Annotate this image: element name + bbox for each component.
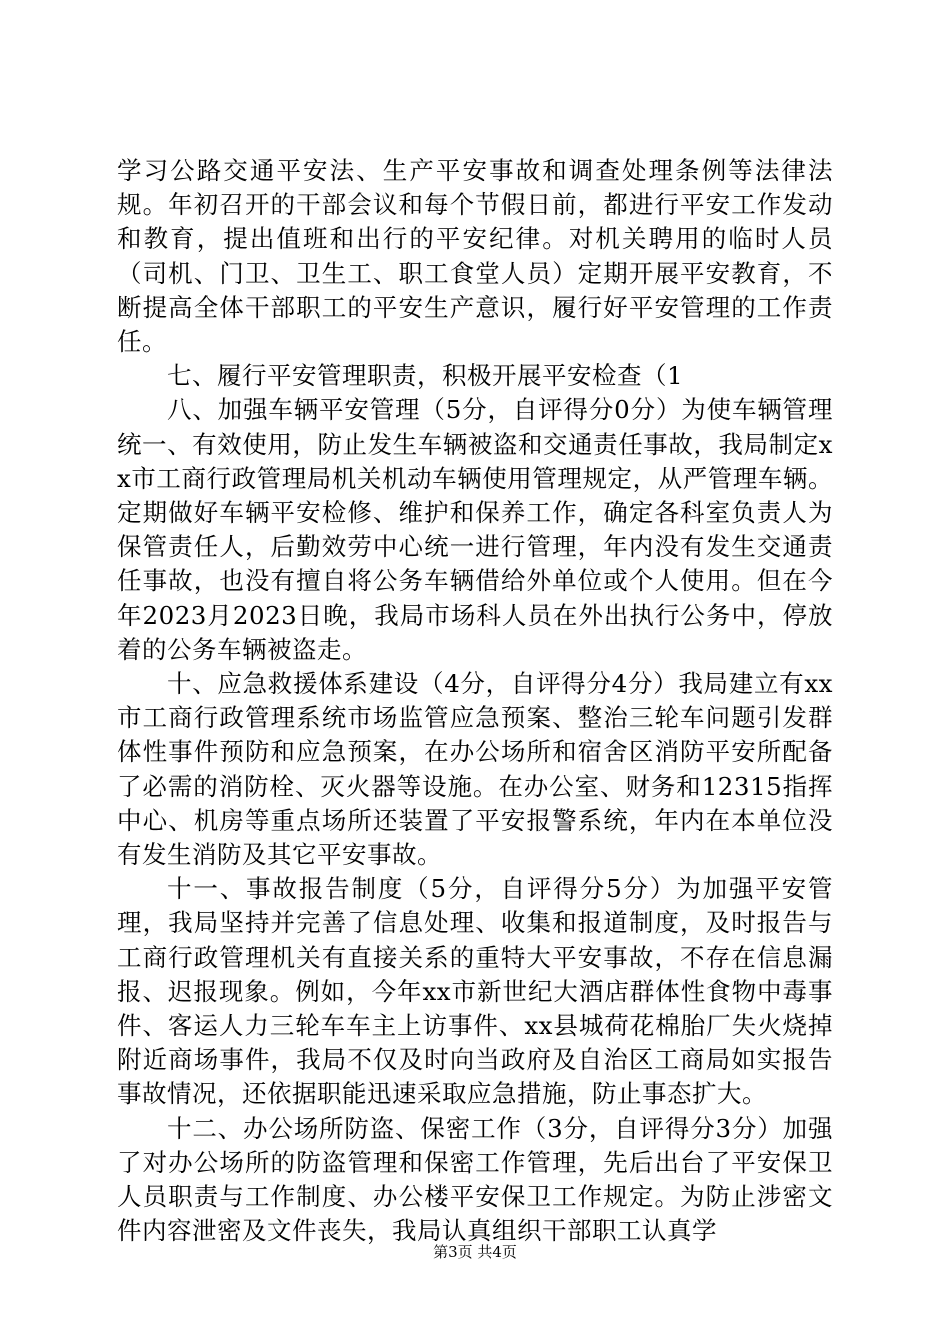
page-footer [0, 1242, 950, 1262]
paragraph-6: 十二、办公场所防盗、保密工作（3分，自评得分3分）加强了对办公场所的防盗管理和保密工作管理，先后出台了平安保卫人员职责与工作制度、办公楼平安保卫工作规定。为防止涉密文件内容泄密及文件丧失，我局认真组织干部职工认真学 [117, 1113, 833, 1246]
page-number-label: 第3页 共4页 [433, 1243, 517, 1261]
paragraph-5: 十一、事故报告制度（5分，自评得分5分）为加强平安管理，我局坚持并完善了信息处理、收集和报道制度，及时报告与工商行政管理机关有直接关系的重特大平安事故，不存在信息漏报、迟报现象。例如，今年xx市新世纪大酒店群体性食物中毒事件、客运人力三轮车车主上访事件、xx县城荷花棉胎厂失火烧掉附近商场事件，我局不仅及时向当政府及自治区工商局如实报告事故情况，还依据职能迅速采取应急措施，防止事态扩大。 [117, 874, 833, 1109]
paragraph-4: 十、应急救援体系建设（4分，自评得分4分）我局建立有xx市工商行政管理系统市场监管应急预案、整治三轮车问题引发群体性事件预防和应急预案，在办公场所和宿舍区消防平安所配备了必需的消防栓、灭火器等设施。在办公室、财务和12315指挥中心、机房等重点场所还装置了平安报警系统，年内在本单位没有发生消防及其它平安事故。 [117, 669, 833, 870]
paragraph-1: 学习公路交通平安法、生产平安事故和调查处理条例等法律法规。年初召开的干部会议和每个节假日前，都进行平安工作发动和教育，提出值班和出行的平安纪律。对机关聘用的临时人员（司机、门卫、卫生工、职工食堂人员）定期开展平安教育，不断提高全体干部职工的平安生产意识，履行好平安管理的工作责任。 [117, 156, 833, 357]
paragraph-2: 七、履行平安管理职责，积极开展平安检查（1 [167, 361, 684, 391]
paragraph-3: 八、加强车辆平安管理（5分，自评得分0分）为使车辆管理统一、有效使用，防止发生车辆被盗和交通责任事故，我局制定xx市工商行政管理局机关机动车辆使用管理规定，从严管理车辆。定期做好车辆平安检修、维护和保养工作，确定各科室负责人为保管责任人，后勤效劳中心统一进行管理，年内没有发生交通责任事故，也没有擅自将公务车辆借给外单位或个人使用。但在今年2023月2023日晚，我局市场科人员在外出执行公务中，停放着的公务车辆被盗走。 [117, 395, 833, 664]
document-body [117, 154, 833, 1249]
